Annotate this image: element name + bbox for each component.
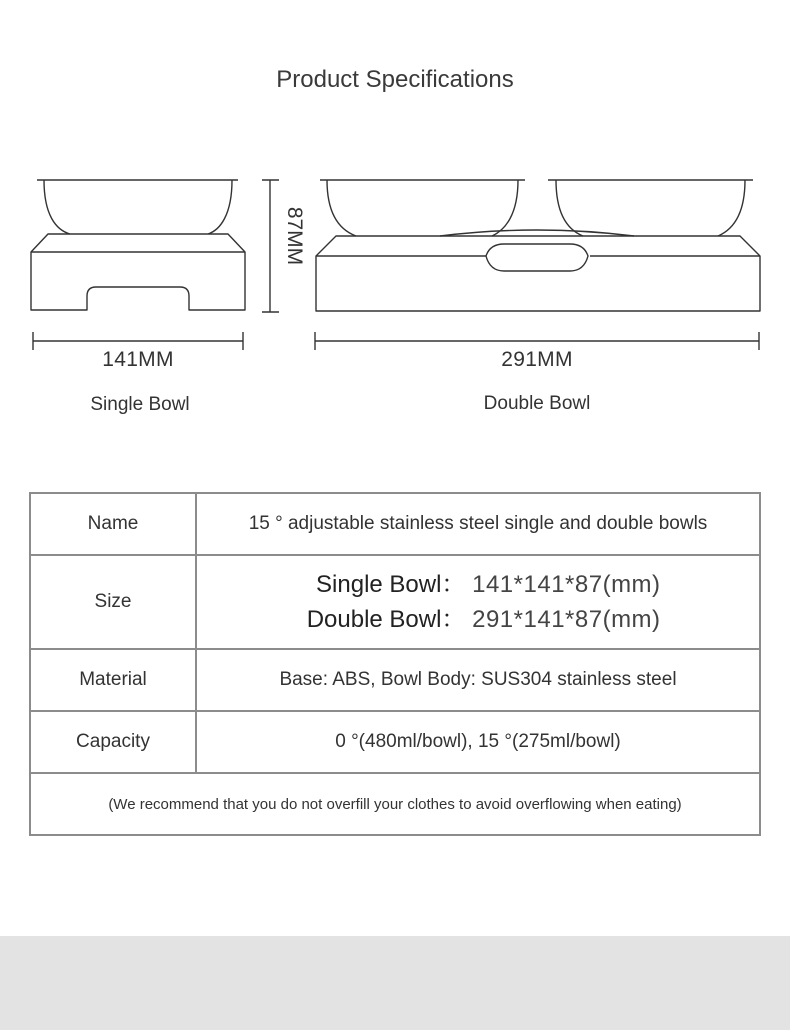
single-width-label: 141MM bbox=[102, 348, 174, 371]
size-key: Single Bowl： bbox=[316, 571, 466, 598]
size-val: 141*141*87(mm) bbox=[472, 571, 661, 598]
table-row bbox=[30, 555, 760, 649]
size-line-single bbox=[295, 567, 660, 602]
size-value bbox=[196, 555, 760, 649]
height-label: 87MM bbox=[283, 206, 306, 266]
capacity-value: 0 °(480ml/bowl), 15 °(275ml/bowl) bbox=[196, 711, 760, 773]
name-label: Name bbox=[30, 493, 196, 555]
double-bowl-drawing bbox=[316, 180, 760, 311]
table-row bbox=[30, 649, 760, 711]
bowl-drawings bbox=[0, 160, 790, 430]
dimension-diagram bbox=[0, 160, 790, 430]
capacity-label: Capacity bbox=[30, 711, 196, 773]
double-width-label: 291MM bbox=[501, 348, 573, 371]
spec-table bbox=[29, 492, 761, 836]
size-label: Size bbox=[30, 555, 196, 649]
material-label: Material bbox=[30, 649, 196, 711]
table-row bbox=[30, 493, 760, 555]
recommendation-note: (We recommend that you do not overfill your clothes to avoid overflowing when eating) bbox=[30, 773, 760, 835]
table-row bbox=[30, 773, 760, 835]
double-bowl-caption: Double Bowl bbox=[483, 393, 591, 414]
table-row bbox=[30, 711, 760, 773]
size-line-double bbox=[295, 602, 660, 637]
page-title: Product Specifications bbox=[276, 66, 514, 93]
size-key: Double Bowl： bbox=[306, 606, 466, 633]
footer-band bbox=[0, 936, 790, 1030]
name-value: 15 ° adjustable stainless steel single and double bowls bbox=[196, 493, 760, 555]
single-bowl-drawing bbox=[31, 180, 245, 310]
size-val: 291*141*87(mm) bbox=[472, 606, 661, 633]
material-value: Base: ABS, Bowl Body: SUS304 stainless steel bbox=[196, 649, 760, 711]
single-bowl-caption: Single Bowl bbox=[90, 394, 190, 415]
height-dimension-line bbox=[262, 180, 279, 312]
